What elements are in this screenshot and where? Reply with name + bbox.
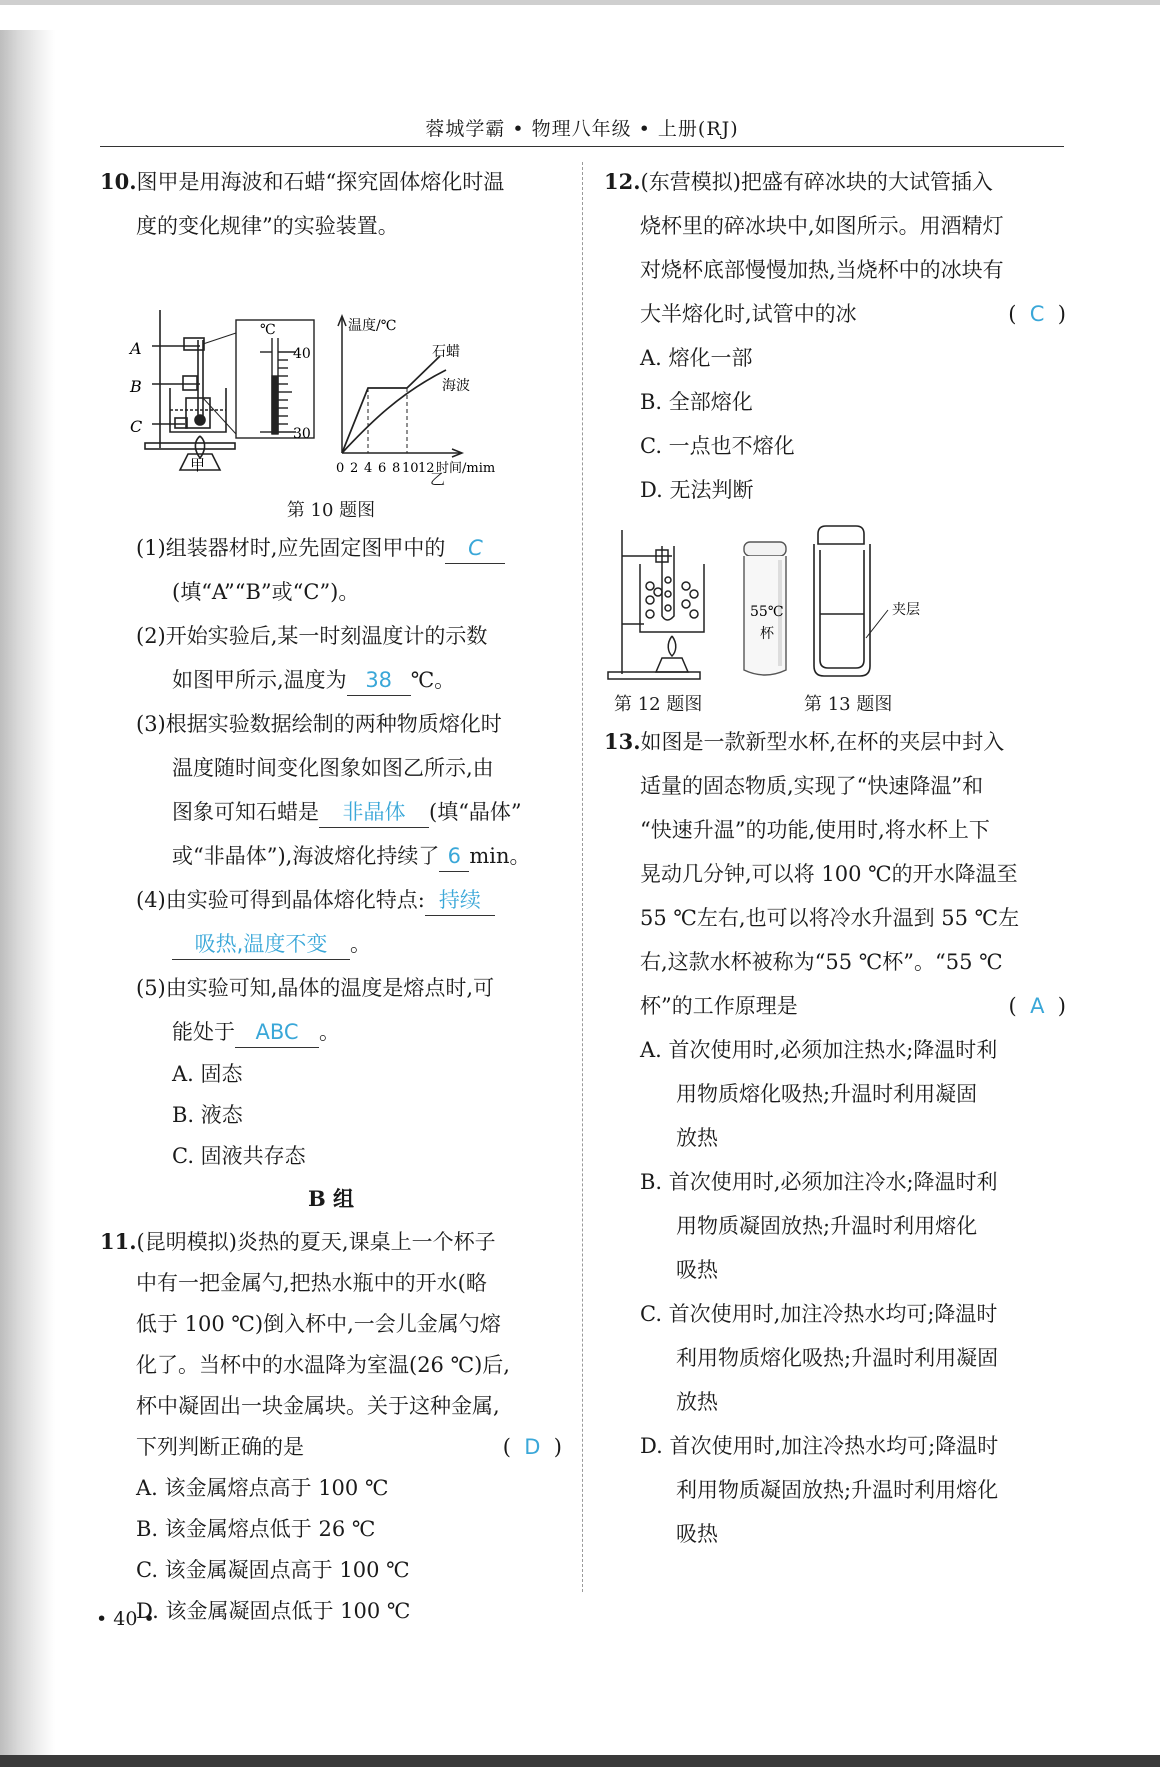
xtick-10: 10 xyxy=(402,461,419,474)
q13-option-a: A. 首次使用时,必须加注热水;降温时利 xyxy=(640,1038,998,1062)
q12-answer-bracket: ( C ) xyxy=(1008,302,1066,326)
top-edge xyxy=(0,0,1160,5)
q10-part1-cont: (填“A”“B”或“C”)。 xyxy=(172,580,360,604)
group-b-heading: B 组 xyxy=(307,1186,355,1211)
apparatus-q12 xyxy=(608,530,704,679)
q10-caption: 第 10 题图 xyxy=(286,500,376,521)
q13-option-d: D. 首次使用时,加注冷热水均可;降温时 xyxy=(640,1434,999,1458)
series-shila: 石蜡 xyxy=(432,344,460,360)
q10-part4-cont: 吸热,温度不变 。 xyxy=(100,922,562,966)
xtick-12: 12 xyxy=(418,461,435,474)
q13-option-b: B. 首次使用时,必须加注冷水;降温时利 xyxy=(640,1170,998,1194)
layer-label: 夹层 xyxy=(892,602,920,618)
q11-line-3: 低于 100 ℃)倒入杯中,一会儿金属勺熔 xyxy=(136,1312,501,1336)
q13-option-b-2: 用物质凝固放热;升温时利用熔化 xyxy=(676,1214,978,1238)
q13-option-a-2: 用物质熔化吸热;升温时利用凝固 xyxy=(676,1082,978,1106)
q13-option-d-2: 利用物质凝固放热;升温时利用熔化 xyxy=(676,1478,999,1502)
left-column xyxy=(100,160,562,1632)
q10-option-c: C. 固液共存态 xyxy=(172,1144,306,1168)
xtick-0: 0 xyxy=(336,461,345,474)
q10-stem-2: 度的变化规律”的实验装置。 xyxy=(136,214,399,238)
running-header: 蓉城学霸 • 物理八年级 • 上册(RJ) xyxy=(425,118,739,140)
q10-answer-4b: 吸热,温度不变 xyxy=(172,929,350,960)
q13-option-a-3: 放热 xyxy=(676,1126,718,1150)
series-haibo: 海波 xyxy=(442,378,470,394)
label-C: C xyxy=(130,417,143,436)
q12-line-3: 对烧杯底部慢慢加热,当烧杯中的冰块有 xyxy=(640,258,1004,282)
q10-answer-3a: 非晶体 xyxy=(319,797,429,828)
xtick-4: 4 xyxy=(364,461,373,474)
q12-number: 12. xyxy=(604,169,641,194)
q11-option-b: B. 该金属熔点低于 26 ℃ xyxy=(136,1517,376,1541)
thermo-40: 40 xyxy=(293,346,311,362)
label-A: A xyxy=(130,339,142,358)
q10-answer-4a: 持续 xyxy=(425,885,495,916)
q12-q13-diagram xyxy=(604,520,1066,686)
cup-cross-section xyxy=(814,526,888,676)
xtick-6: 6 xyxy=(378,461,387,474)
q11-answer: D xyxy=(524,1435,541,1459)
q13-line-4: 晃动几分钟,可以将 100 ℃的开水降温至 xyxy=(640,862,1018,886)
q13-line-6: 右,这款水杯被称为“55 ℃杯”。“55 ℃ xyxy=(640,950,1003,974)
q13-line-5: 55 ℃左右,也可以将冷水升温到 55 ℃左 xyxy=(640,906,1020,930)
q12-line-4: 大半熔化时,试管中的冰 ( C ) xyxy=(604,292,1066,336)
q10-option-b: B. 液态 xyxy=(172,1103,243,1127)
q12-option-a: A. 熔化一部 xyxy=(640,346,753,370)
page-number: • 40 • xyxy=(96,1608,155,1630)
thermo-30: 30 xyxy=(293,426,311,442)
q13-stem: 13.如图是一款新型水杯,在杯的夹层中封入 xyxy=(604,729,1005,754)
q12-option-d: D. 无法判断 xyxy=(640,478,754,502)
q12-q13-captions xyxy=(604,686,1066,720)
q13-option-c-3: 放热 xyxy=(676,1390,718,1414)
label-jia: 甲 xyxy=(190,456,206,474)
label-B: B xyxy=(130,377,142,396)
q10-stem: 10.图甲是用海波和石蜡“探究固体熔化时温 xyxy=(100,169,505,194)
thermo-unit: ℃ xyxy=(260,322,276,338)
q11-option-a: A. 该金属熔点高于 100 ℃ xyxy=(136,1476,389,1500)
q10-part2: (2)开始实验后,某一时刻温度计的示数 xyxy=(136,624,488,648)
q10-part5-cont: 能处于 ABC 。 xyxy=(100,1010,562,1054)
q13-answer: A xyxy=(1030,994,1045,1018)
q12-option-c: C. 一点也不熔化 xyxy=(640,434,795,458)
graph-xlabel: 时间/mim xyxy=(436,461,496,474)
q10-figure xyxy=(100,248,562,474)
q10-part3-c: 图象可知石蜡是 非晶体 (填“晶体” xyxy=(100,790,562,834)
q10-answer-1: C xyxy=(445,533,505,564)
cup-label-55: 55℃ xyxy=(750,604,784,620)
xtick-2: 2 xyxy=(350,461,359,474)
q11-answer-bracket: ( D ) xyxy=(502,1435,562,1459)
q13-answer-bracket: ( A ) xyxy=(1008,994,1066,1018)
apparatus-jia xyxy=(145,310,236,470)
column-divider xyxy=(582,162,583,1592)
q10-part3-d: 或“非晶体”),海波熔化持续了 6 min。 xyxy=(100,834,562,878)
q11-line-2: 中有一把金属勺,把热水瓶中的开水(略 xyxy=(136,1271,487,1295)
q10-part1: (1)组装器材时,应先固定图甲中的 C xyxy=(100,526,562,570)
q10-answer-3b: 6 xyxy=(439,841,469,872)
q13-line-3: “快速升温”的功能,使用时,将水杯上下 xyxy=(640,818,990,842)
q13-number: 13. xyxy=(604,729,641,754)
q10-number: 10. xyxy=(100,169,137,194)
q11-line-5: 杯中凝固出一块金属块。关于这种金属, xyxy=(136,1394,500,1418)
q12-caption: 第 12 题图 xyxy=(614,694,703,715)
q11-stem: 11.(昆明模拟)炎热的夏天,课桌上一个杯子 xyxy=(100,1229,496,1254)
q10-part3: (3)根据实验数据绘制的两种物质熔化时 xyxy=(136,712,502,736)
q10-part3-b: 温度随时间变化图象如图乙所示,由 xyxy=(172,756,494,780)
q10-part4: (4)由实验可得到晶体熔化特点: 持续 xyxy=(100,878,562,922)
graph-ylabel: 温度/℃ xyxy=(348,318,397,334)
q11-number: 11. xyxy=(100,1229,137,1254)
xtick-8: 8 xyxy=(392,461,401,474)
q10-diagram xyxy=(100,248,562,474)
q10-part5: (5)由实验可知,晶体的温度是熔点时,可 xyxy=(136,976,495,1000)
q10-answer-5: ABC xyxy=(235,1017,319,1048)
q11-option-d: D. 该金属凝固点低于 100 ℃ xyxy=(136,1599,411,1623)
header-rule xyxy=(100,146,1064,147)
q11-line-6: 下列判断正确的是 ( D ) xyxy=(100,1427,562,1468)
q12-answer: C xyxy=(1029,302,1045,326)
q10-option-a: A. 固态 xyxy=(172,1062,243,1086)
q12-option-b: B. 全部熔化 xyxy=(640,390,753,414)
q13-option-b-3: 吸热 xyxy=(676,1258,718,1282)
q13-option-d-3: 吸热 xyxy=(676,1522,718,1546)
q12-q13-figures xyxy=(604,520,1066,686)
q10-part2-cont: 如图甲所示,温度为 38 ℃。 xyxy=(100,658,562,702)
q13-option-c-2: 利用物质熔化吸热;升温时利用凝固 xyxy=(676,1346,999,1370)
cup-label-bei: 杯 xyxy=(760,626,774,642)
q10-yi-label: 乙 xyxy=(430,470,446,488)
right-column xyxy=(604,160,1066,1556)
q13-line-7: 杯”的工作原理是 ( A ) xyxy=(604,984,1066,1028)
q12-stem: 12.(东营模拟)把盛有碎冰块的大试管插入 xyxy=(604,169,993,194)
q12-line-2: 烧杯里的碎冰块中,如图所示。用酒精灯 xyxy=(640,214,1004,238)
q11-option-c: C. 该金属凝固点高于 100 ℃ xyxy=(136,1558,410,1582)
q13-caption: 第 13 题图 xyxy=(804,694,893,715)
q10-answer-2: 38 xyxy=(347,665,411,696)
q11-line-4: 化了。当杯中的水温降为室温(26 ℃)后, xyxy=(136,1353,510,1377)
bottom-edge xyxy=(0,1755,1160,1767)
q13-line-2: 适量的固态物质,实现了“快速降温”和 xyxy=(640,774,984,798)
q13-option-c: C. 首次使用时,加注冷热水均可;降温时 xyxy=(640,1302,998,1326)
page-shadow xyxy=(0,30,55,1755)
